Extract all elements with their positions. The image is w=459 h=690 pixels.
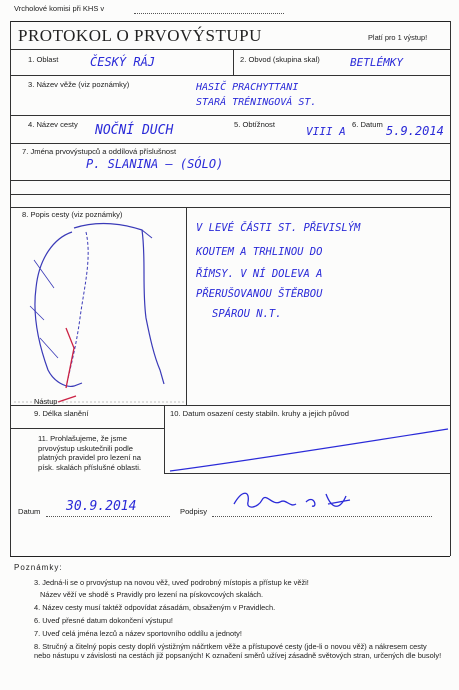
row7-line-b — [10, 194, 450, 195]
note-item: Název věží ve shodě s Pravidly pro lezení na pískovcových skalách. — [40, 590, 264, 599]
field-7-label: 7. Jména prvovýstupců a oddílová příslušnost — [22, 147, 177, 156]
field-2-label: 2. Obvod (skupina skal) — [240, 55, 320, 64]
field-11-declaration: 11. Prohlašujeme, že jsme prvovýstup uskutečnili podle platných pravidel pro lezení na písk. skalách příslušné oblasti. — [38, 434, 142, 472]
date-label: Datum — [18, 507, 41, 516]
field-10-strike — [166, 425, 456, 475]
sketch-divider — [186, 207, 187, 405]
club-line: Vrcholové komisi při KHS v — [14, 4, 105, 13]
notes-rule — [10, 556, 450, 557]
route-line-3: ŘÍMSY. V NÍ DOLEVA A — [196, 268, 323, 280]
row7-line-a — [10, 180, 450, 181]
field-5-label: 5. Obtížnost — [234, 120, 275, 129]
field-8-label: 8. Popis cesty (viz poznámky) — [22, 210, 123, 219]
sketch-start-label: Nástup — [34, 397, 58, 406]
route-line-2: KOUTEM A TRHLINOU DO — [196, 246, 323, 258]
top-rule — [10, 21, 450, 22]
field-3-value-line1: HASIČ PRACHYTTANI — [196, 82, 299, 93]
field-1-value: ČESKÝ RÁJ — [90, 55, 156, 69]
field-1-label: 1. Oblast — [28, 55, 59, 64]
row9-divider — [164, 405, 165, 473]
route-line-5: SPÁROU N.T. — [212, 308, 282, 320]
row7-rule — [10, 207, 450, 208]
field-2-value: BETLÉMKY — [350, 56, 403, 69]
field-4-label: 4. Název cesty — [28, 120, 78, 129]
date-dots — [46, 516, 170, 517]
route-line-1: V LEVÉ ČÁSTI ST. PŘEVISLÝM — [196, 222, 361, 234]
field-6-value: 5.9.2014 — [386, 124, 444, 138]
row10-rule — [164, 473, 450, 474]
document-title: PROTOKOL O PRVOVÝSTUPU — [18, 26, 262, 45]
row1-rule — [10, 75, 450, 76]
frame-right — [450, 21, 451, 556]
note-item: 6. Uveď přesné datum dokončení výstupu! — [34, 616, 173, 625]
row3-rule — [10, 115, 450, 116]
note-item: 7. Uveď celá jména lezců a název sportovního oddílu a jednoty! — [34, 629, 242, 638]
field-3-value-line2: STARÁ TRÉNINGOVÁ ST. — [196, 97, 317, 108]
handwritten-signature — [228, 486, 358, 516]
row4-rule — [10, 143, 450, 144]
field-7-value: P. SLANINA — (SÓLO) — [86, 157, 224, 171]
field-6-label: 6. Datum — [352, 120, 383, 129]
signature-label: Podpisy — [180, 507, 208, 516]
note-item: 3. Jedná-li se o prvovýstup na novou věž, uveď podrobný místopis a přístup ke věži! — [34, 578, 309, 587]
route-line-4: PŘERUŠOVANOU ŠTĚRBOU — [196, 288, 323, 300]
field-9-label: 9. Délka slanění — [34, 409, 89, 418]
notes-title: Poznámky: — [14, 563, 63, 572]
row9-rule — [10, 428, 164, 429]
row8-rule — [10, 405, 450, 406]
note-item: 4. Název cesty musí taktéž odpovídat zásadám, obsaženým v Pravidlech. — [34, 603, 276, 612]
route-sketch — [14, 218, 186, 408]
frame-left — [10, 21, 11, 556]
date-value: 30.9.2014 — [66, 499, 137, 514]
club-line-dots — [134, 13, 284, 14]
note-item: 8. Stručný a čitelný popis cesty doplň výstižným náčrtkem věže a přístupové cesty (jde-li o novou věž) a nákresem cesty nebo nástupu v závislosti na cestách již popsaných! K označení směrů užívej zásadně světových stran, určených dle busoly! — [34, 642, 442, 660]
field-5-value: VIII A — [306, 125, 346, 138]
field-3-label: 3. Název věže (viz poznámky) — [28, 80, 130, 89]
field-10-label: 10. Datum osazení cesty stabiln. kruhy a jejich původ — [170, 409, 349, 418]
copy-note: Platí pro 1 výstup! — [368, 33, 428, 42]
signature-dots — [212, 516, 432, 517]
title-rule — [10, 49, 450, 50]
field-4-value: NOČNÍ DUCH — [95, 123, 174, 138]
row1-divider — [233, 49, 234, 75]
